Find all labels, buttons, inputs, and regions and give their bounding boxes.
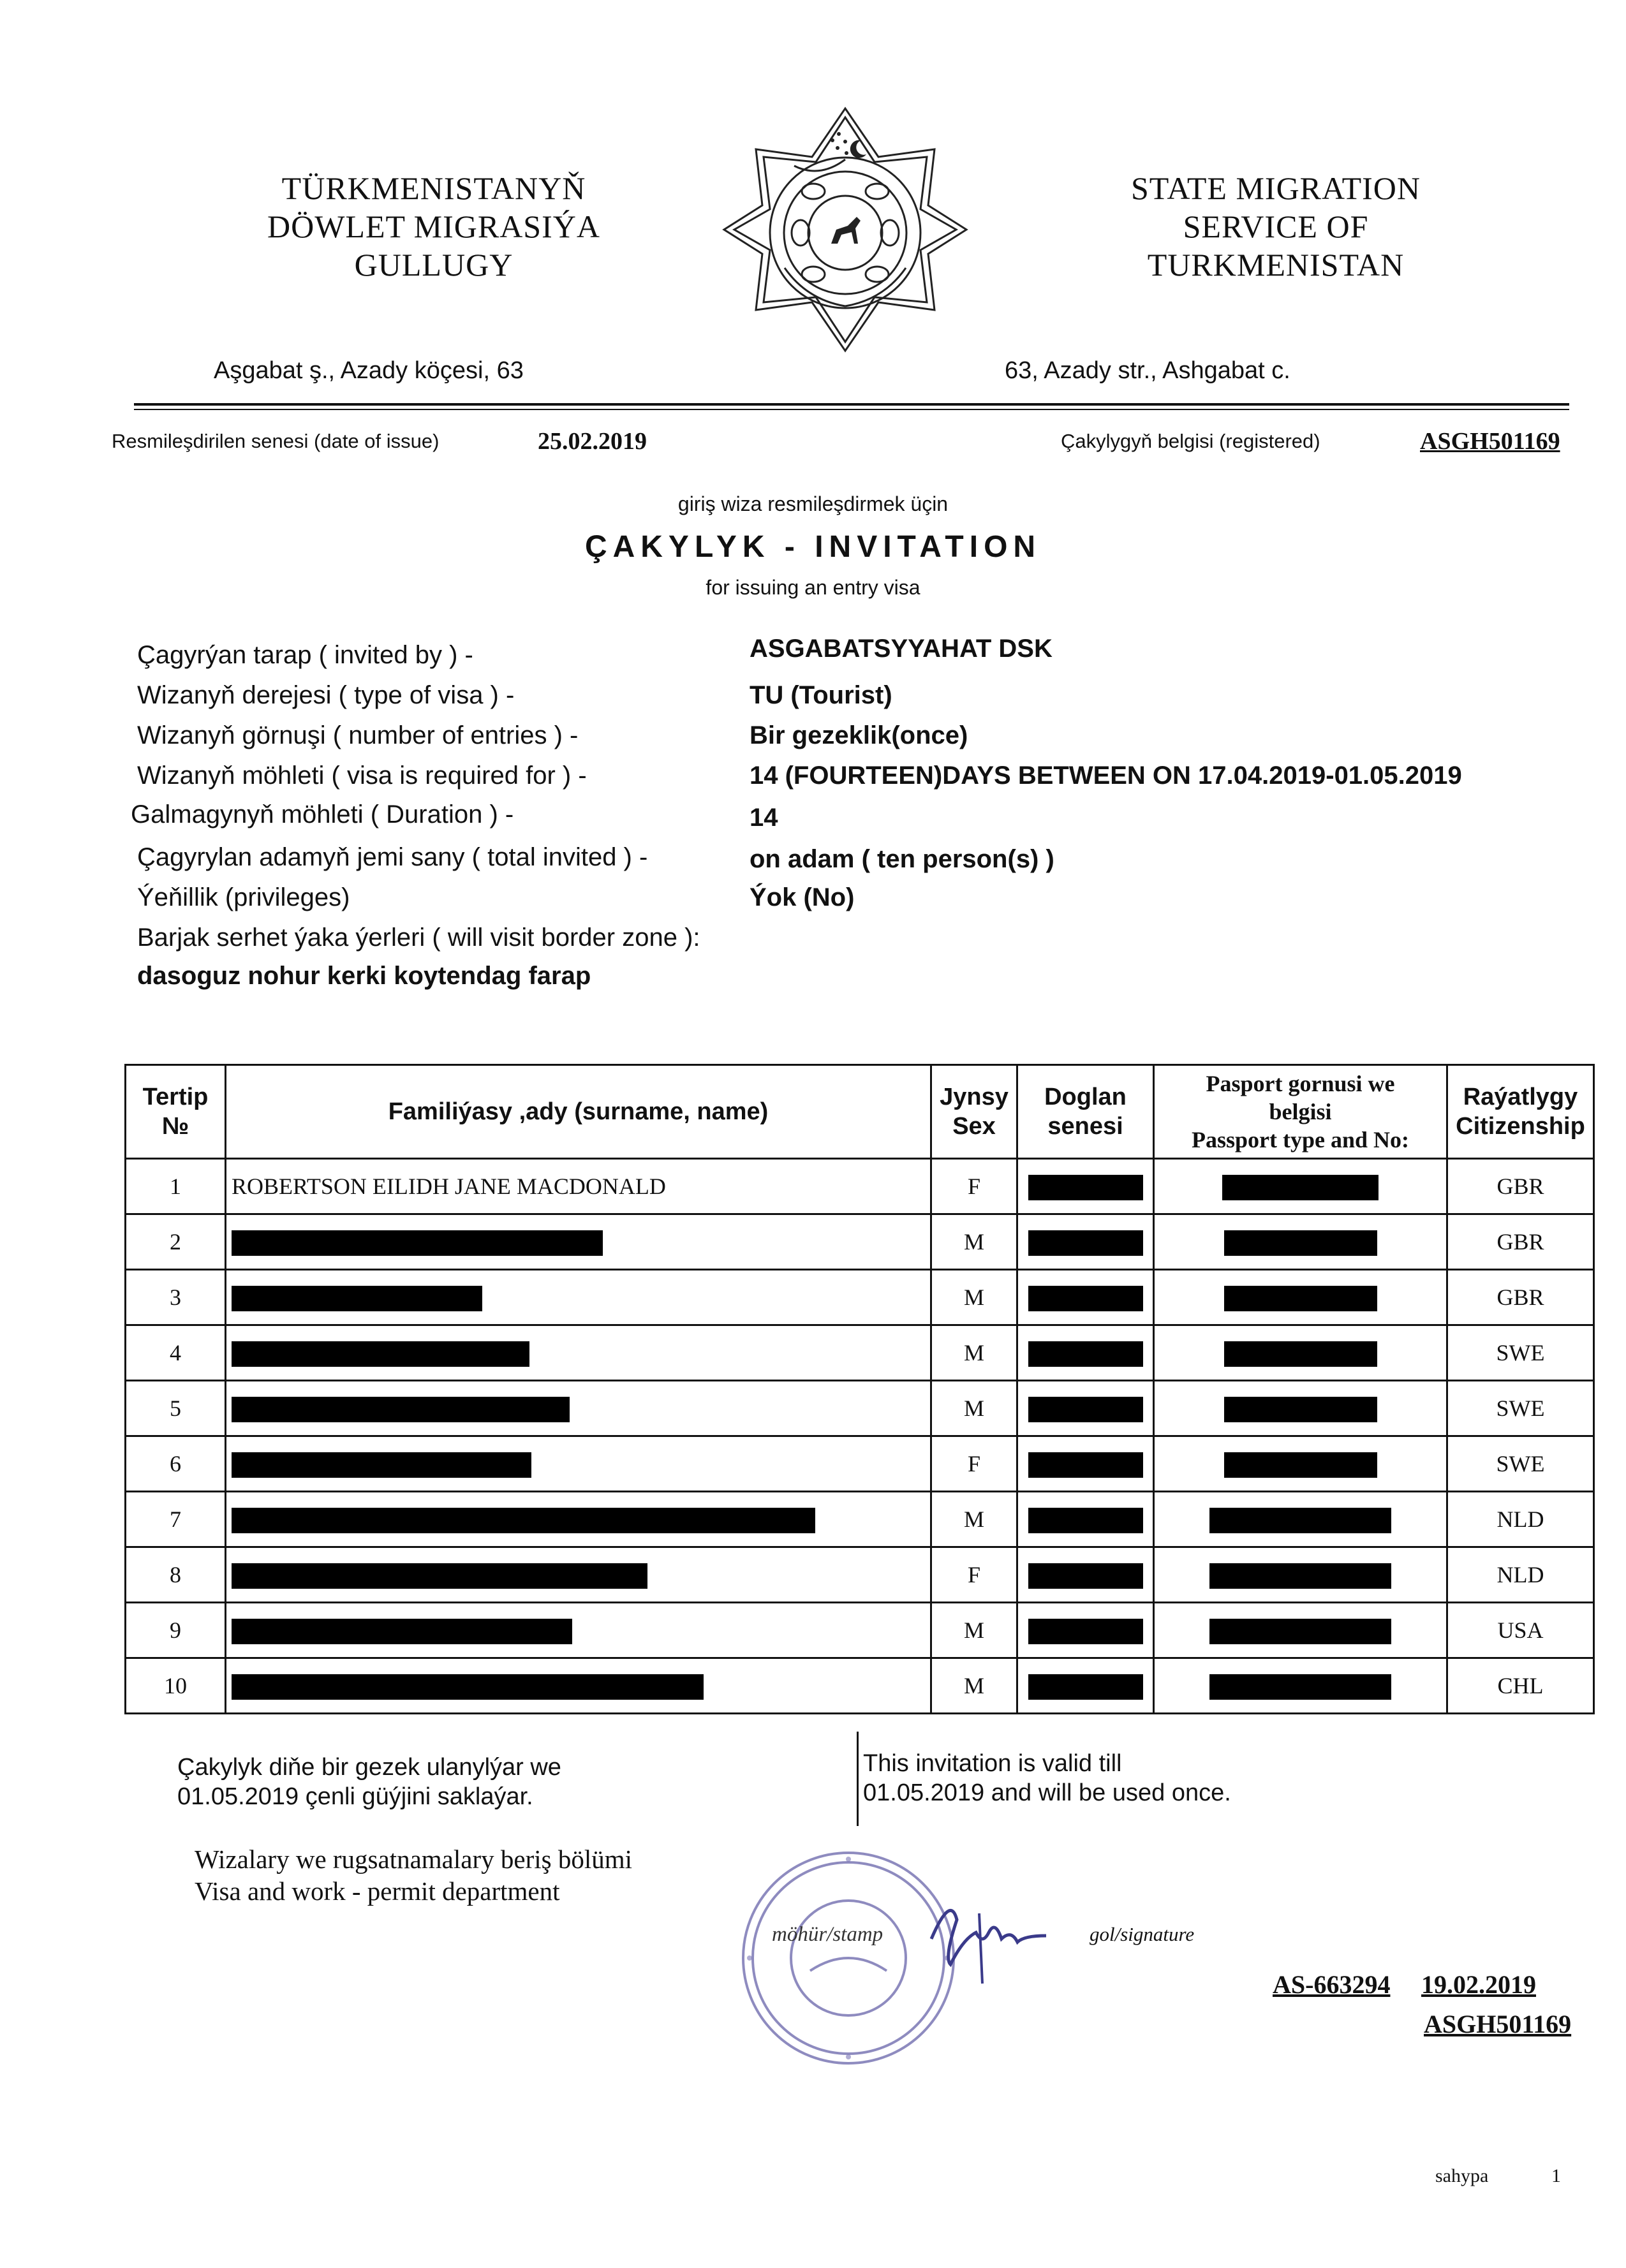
- row-sex: F: [931, 1547, 1017, 1603]
- field-value-privileges: Ýok (No): [750, 883, 855, 911]
- redaction-bar: [1028, 1563, 1143, 1589]
- address-turkmen: Aşgabat ş., Azady köçesi, 63: [214, 357, 524, 384]
- row-number: 4: [126, 1325, 226, 1381]
- table-row: [126, 1547, 1594, 1603]
- table-row: [126, 1270, 1594, 1325]
- row-dob-redacted: [1017, 1381, 1154, 1436]
- row-dob-redacted: [1017, 1603, 1154, 1658]
- row-passport-redacted: [1154, 1436, 1447, 1492]
- row-passport-redacted: [1154, 1214, 1447, 1270]
- field-label-total-invited: Çagyrylan adamyň jemi sany ( total invited ) -: [137, 843, 648, 871]
- redaction-bar: [1224, 1341, 1377, 1367]
- page-number: 1: [1551, 2165, 1561, 2186]
- row-name: ROBERTSON EILIDH JANE MACDONALD: [226, 1159, 931, 1214]
- row-citizenship: NLD: [1447, 1492, 1594, 1547]
- row-passport-redacted: [1154, 1603, 1447, 1658]
- redaction-bar: [232, 1452, 531, 1478]
- redaction-bar: [1222, 1175, 1378, 1200]
- field-label-privileges: Ýeňillik (privileges): [137, 883, 350, 911]
- row-number: 10: [126, 1658, 226, 1714]
- org-line: STATE MIGRATION: [1130, 170, 1421, 206]
- row-number: 3: [126, 1270, 226, 1325]
- header-number: Tertip №: [126, 1065, 226, 1159]
- row-citizenship: GBR: [1447, 1159, 1594, 1214]
- redaction-bar: [1209, 1508, 1391, 1533]
- header-rule-bottom: [134, 409, 1569, 410]
- row-name-redacted: [226, 1547, 931, 1603]
- redaction-bar: [232, 1397, 570, 1422]
- org-name-english: [1033, 169, 1518, 284]
- redaction-bar: [232, 1341, 529, 1367]
- row-sex: M: [931, 1214, 1017, 1270]
- table-row: [126, 1381, 1594, 1436]
- row-name-redacted: [226, 1436, 931, 1492]
- header-rule-top: [134, 403, 1569, 406]
- row-number: 8: [126, 1547, 226, 1603]
- row-passport-redacted: [1154, 1492, 1447, 1547]
- redaction-bar: [1224, 1286, 1377, 1311]
- invited-persons-table: [124, 1064, 1595, 1714]
- redaction-bar: [1028, 1230, 1143, 1256]
- org-line: TURKMENISTAN: [1147, 247, 1405, 283]
- field-label-visa-type: Wizanyň derejesi ( type of visa ) -: [137, 681, 515, 709]
- validity-note-english: This invitation is valid till 01.05.2019 and will be used once.: [863, 1750, 1231, 1806]
- row-name-redacted: [226, 1214, 931, 1270]
- row-citizenship: GBR: [1447, 1270, 1594, 1325]
- redaction-bar: [1028, 1452, 1143, 1478]
- row-citizenship: SWE: [1447, 1381, 1594, 1436]
- department-name: Wizalary we rugsatnamalary beriş bölümi Visa and work - permit department: [195, 1845, 632, 1906]
- redaction-bar: [1209, 1563, 1391, 1589]
- header-citizenship: Raýatlygy Citizenship: [1447, 1065, 1594, 1159]
- reference-code: ASGH501169: [1424, 2010, 1572, 2038]
- redaction-bar: [232, 1563, 647, 1589]
- stamp-label: möhür/stamp: [772, 1923, 883, 1946]
- redaction-bar: [232, 1230, 603, 1256]
- title-post: for issuing an entry visa: [706, 576, 920, 599]
- table-row: [126, 1658, 1594, 1714]
- field-value-invited-by: ASGABATSYYAHAT DSK: [750, 635, 1053, 663]
- header-name: Familiýasy ,ady (surname, name): [226, 1065, 931, 1159]
- redaction-bar: [1028, 1508, 1143, 1533]
- signature-label: gol/signature: [1090, 1923, 1195, 1945]
- row-passport-redacted: [1154, 1658, 1447, 1714]
- row-number: 2: [126, 1214, 226, 1270]
- row-number: 6: [126, 1436, 226, 1492]
- row-passport-redacted: [1154, 1381, 1447, 1436]
- row-dob-redacted: [1017, 1270, 1154, 1325]
- field-label-entries: Wizanyň görnuşi ( number of entries ) -: [137, 721, 579, 749]
- redaction-bar: [232, 1619, 572, 1644]
- row-dob-redacted: [1017, 1436, 1154, 1492]
- national-emblem-icon: [711, 96, 979, 364]
- registered-value: ASGH501169: [1420, 428, 1560, 455]
- row-name-redacted: [226, 1492, 931, 1547]
- header-sex: Jynsy Sex: [931, 1065, 1017, 1159]
- table-header-row: [126, 1065, 1594, 1159]
- row-number: 1: [126, 1159, 226, 1214]
- org-line: GULLUGY: [354, 247, 514, 283]
- redaction-bar: [1224, 1230, 1377, 1256]
- row-citizenship: NLD: [1447, 1547, 1594, 1603]
- row-number: 5: [126, 1381, 226, 1436]
- row-sex: M: [931, 1325, 1017, 1381]
- row-sex: M: [931, 1658, 1017, 1714]
- table-row: [126, 1436, 1594, 1492]
- org-line: TÜRKMENISTANYŇ: [281, 170, 586, 206]
- validity-divider: [857, 1732, 859, 1826]
- row-dob-redacted: [1017, 1214, 1154, 1270]
- table-row: [126, 1492, 1594, 1547]
- header-passport: Pasport gornusi we belgisi Passport type and No:: [1154, 1065, 1447, 1159]
- redaction-bar: [1209, 1674, 1391, 1700]
- redaction-bar: [1028, 1674, 1143, 1700]
- redaction-bar: [1028, 1286, 1143, 1311]
- reference-number: AS-663294: [1273, 1970, 1391, 1999]
- field-value-total-invited: on adam ( ten person(s) ): [750, 845, 1054, 873]
- redaction-bar: [1028, 1619, 1143, 1644]
- redaction-bar: [1209, 1619, 1391, 1644]
- row-dob-redacted: [1017, 1325, 1154, 1381]
- field-label-border-zone: Barjak serhet ýaka ýerleri ( will visit border zone ):: [137, 924, 700, 952]
- row-passport-redacted: [1154, 1270, 1447, 1325]
- redaction-bar: [1028, 1175, 1143, 1200]
- row-citizenship: GBR: [1447, 1214, 1594, 1270]
- field-value-entries: Bir gezeklik(once): [750, 721, 968, 749]
- date-of-issue-label: Resmileşdirilen senesi (date of issue): [112, 430, 440, 452]
- redaction-bar: [232, 1286, 482, 1311]
- row-dob-redacted: [1017, 1658, 1154, 1714]
- validity-note-turkmen: Çakylyk diňe bir gezek ulanylýar we 01.05.2019 çenli güýjini saklaýar.: [177, 1754, 561, 1810]
- row-sex: M: [931, 1603, 1017, 1658]
- table-row: [126, 1214, 1594, 1270]
- row-passport-redacted: [1154, 1325, 1447, 1381]
- redaction-bar: [1224, 1397, 1377, 1422]
- redaction-bar: [1028, 1341, 1143, 1367]
- border-zones-value: dasoguz nohur kerki koytendag farap: [137, 962, 591, 990]
- page-label: sahypa: [1435, 2165, 1489, 2186]
- registered-label: Çakylygyň belgisi (registered): [1061, 430, 1320, 452]
- org-name-turkmen: [191, 169, 676, 284]
- row-citizenship: USA: [1447, 1603, 1594, 1658]
- field-label-invited-by: Çagyrýan tarap ( invited by ) -: [137, 641, 473, 669]
- field-label-duration: Galmagynyň möhleti ( Duration ) -: [131, 800, 514, 828]
- field-label-visa-required-for: Wizanyň möhleti ( visa is required for ) -: [137, 762, 587, 790]
- row-sex: F: [931, 1159, 1017, 1214]
- table-row: [126, 1325, 1594, 1381]
- row-citizenship: SWE: [1447, 1436, 1594, 1492]
- header-date-of-birth: Doglan senesi: [1017, 1065, 1154, 1159]
- row-name-redacted: [226, 1325, 931, 1381]
- address-english: 63, Azady str., Ashgabat c.: [1005, 357, 1290, 384]
- row-citizenship: CHL: [1447, 1658, 1594, 1714]
- document-title: ÇAKYLYK - INVITATION: [584, 530, 1042, 564]
- row-dob-redacted: [1017, 1547, 1154, 1603]
- field-value-visa-type: TU (Tourist): [750, 681, 892, 709]
- redaction-bar: [1028, 1397, 1143, 1422]
- row-dob-redacted: [1017, 1492, 1154, 1547]
- row-name-redacted: [226, 1270, 931, 1325]
- date-of-issue-value: 25.02.2019: [538, 428, 647, 455]
- row-passport-redacted: [1154, 1547, 1447, 1603]
- row-sex: M: [931, 1381, 1017, 1436]
- redaction-bar: [232, 1674, 704, 1700]
- row-sex: M: [931, 1270, 1017, 1325]
- org-line: SERVICE OF: [1183, 209, 1369, 244]
- row-name-redacted: [226, 1658, 931, 1714]
- row-passport-redacted: [1154, 1159, 1447, 1214]
- reference-date: 19.02.2019: [1421, 1970, 1536, 1999]
- row-citizenship: SWE: [1447, 1325, 1594, 1381]
- redaction-bar: [1224, 1452, 1377, 1478]
- title-pre: giriş wiza resmileşdirmek üçin: [677, 492, 949, 515]
- table-row: [126, 1603, 1594, 1658]
- row-name-redacted: [226, 1381, 931, 1436]
- field-value-duration: 14: [750, 804, 778, 832]
- signature-icon: [919, 1888, 1065, 1990]
- table-row: [126, 1159, 1594, 1214]
- org-line: DÖWLET MIGRASIÝA: [267, 209, 600, 244]
- field-value-visa-required-for: 14 (FOURTEEN)DAYS BETWEEN ON 17.04.2019-01.05.2019: [750, 762, 1462, 790]
- row-sex: F: [931, 1436, 1017, 1492]
- row-number: 9: [126, 1603, 226, 1658]
- row-dob-redacted: [1017, 1159, 1154, 1214]
- row-sex: M: [931, 1492, 1017, 1547]
- redaction-bar: [232, 1508, 815, 1533]
- row-number: 7: [126, 1492, 226, 1547]
- row-name-redacted: [226, 1603, 931, 1658]
